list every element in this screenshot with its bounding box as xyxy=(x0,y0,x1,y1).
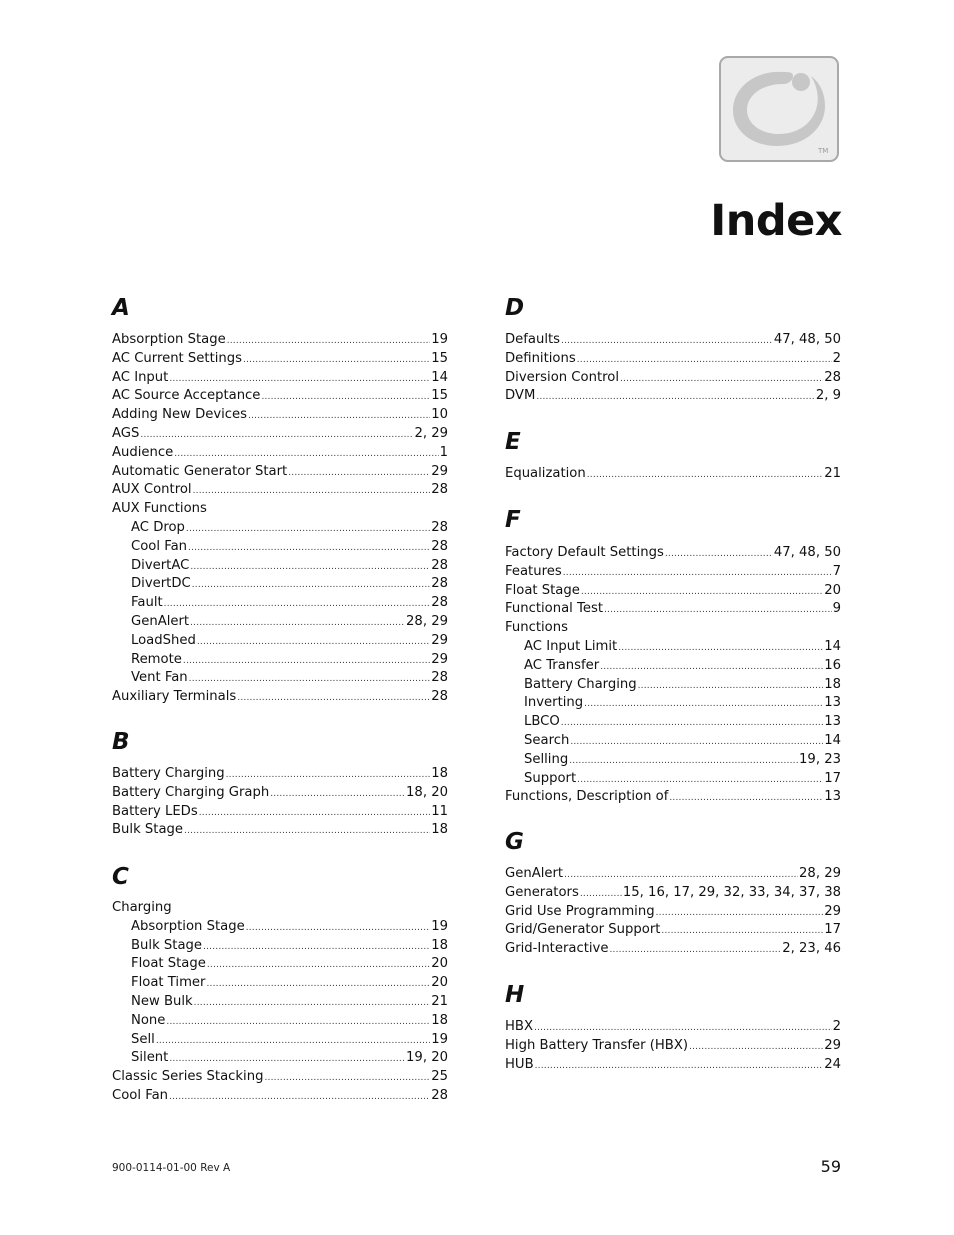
entry-term: Battery Charging xyxy=(112,766,225,781)
entry-term: AC Input Limit xyxy=(524,638,618,654)
entry-term: Factory Default Settings xyxy=(505,545,664,560)
entry-pages: 18 xyxy=(431,1012,448,1028)
entry-pages: 20 xyxy=(431,975,448,991)
entry-pages: 18 xyxy=(824,676,841,692)
dot-leader xyxy=(665,545,773,564)
dot-leader xyxy=(243,351,430,370)
index-subentry xyxy=(505,638,841,657)
entry-term: New Bulk xyxy=(131,993,193,1009)
index-subentry xyxy=(505,732,841,751)
section-a-entries xyxy=(112,331,448,707)
outback-logo xyxy=(719,56,839,162)
index-subentry xyxy=(112,974,448,993)
dot-leader xyxy=(261,388,430,407)
entry-pages: 28 xyxy=(431,519,448,535)
index-entry xyxy=(112,1068,448,1087)
entry-term: Battery Charging Graph xyxy=(112,784,270,800)
index-subentry xyxy=(112,632,448,651)
entry-term: Diversion Control xyxy=(505,369,619,385)
entry-pages: 20 xyxy=(824,582,841,598)
entry-term: Auxiliary Terminals xyxy=(112,689,237,705)
entry-term: High Battery Transfer (HBX) xyxy=(505,1037,689,1053)
dot-leader xyxy=(190,614,405,633)
dot-leader xyxy=(656,904,824,923)
index-subentry xyxy=(505,676,841,695)
index-entry xyxy=(505,865,841,884)
dot-leader xyxy=(600,658,823,677)
entry-pages: 17 xyxy=(824,770,841,786)
dot-leader xyxy=(270,785,405,804)
entry-term: AGS xyxy=(112,425,140,441)
entry-term: Bulk Stage xyxy=(131,937,203,953)
section-letter-h: H xyxy=(505,982,525,1008)
index-entry xyxy=(505,387,841,406)
entry-term: Bulk Stage xyxy=(112,822,184,838)
index-entry xyxy=(112,444,448,463)
entry-term: AC Current Settings xyxy=(112,350,243,366)
entry-term: AC Source Acceptance xyxy=(112,388,261,404)
index-entry xyxy=(112,369,448,388)
entry-term: LBCO xyxy=(524,714,560,730)
entry-term: Battery LEDs xyxy=(112,803,198,819)
section-letter-d: D xyxy=(505,295,525,321)
entry-term: Search xyxy=(524,732,570,748)
entry-pages: 19 xyxy=(431,918,448,934)
entry-pages: 19 xyxy=(431,1031,448,1047)
index-subentry xyxy=(112,937,448,956)
index-subentry xyxy=(112,1012,448,1031)
dot-leader xyxy=(536,388,815,407)
entry-pages: 14 xyxy=(431,369,448,385)
dot-leader xyxy=(169,1050,405,1069)
entry-pages: 29 xyxy=(824,1037,841,1053)
entry-term: AC Input xyxy=(112,369,169,385)
entry-term: Classic Series Stacking xyxy=(112,1069,264,1085)
entry-pages: 29 xyxy=(431,651,448,667)
entry-pages: 47, 48, 50 xyxy=(773,332,841,347)
dot-leader xyxy=(164,595,431,614)
index-entry xyxy=(505,1056,841,1075)
entry-term: Battery Charging xyxy=(524,676,637,692)
section-b-entries xyxy=(112,765,448,840)
dot-leader xyxy=(190,558,430,577)
page-number: 59 xyxy=(820,1157,841,1176)
entry-term: Cool Fan xyxy=(112,1087,169,1103)
entry-pages: 28 xyxy=(431,670,448,686)
index-subentry xyxy=(112,669,448,688)
section-letter-a: A xyxy=(112,295,130,321)
dot-leader xyxy=(609,941,781,960)
dot-leader xyxy=(184,822,430,841)
index-entry xyxy=(505,921,841,940)
entry-pages: 19, 20 xyxy=(406,1050,448,1066)
entry-term: GenAlert xyxy=(505,866,564,881)
entry-term: AC Drop xyxy=(131,519,185,535)
index-subentry xyxy=(112,557,448,576)
section-letter-b: B xyxy=(112,729,130,755)
entry-pages: 21 xyxy=(431,993,448,1009)
section-e-entries xyxy=(505,465,841,484)
index-entry xyxy=(112,821,448,840)
entry-pages: 25 xyxy=(431,1069,448,1085)
index-subentry xyxy=(505,713,841,732)
entry-pages: 28 xyxy=(824,369,841,385)
entry-pages: 16 xyxy=(824,657,841,673)
page-title: Index xyxy=(710,196,842,246)
index-entry xyxy=(112,350,448,369)
section-g-entries xyxy=(505,865,841,959)
entry-pages: 2, 23, 46 xyxy=(782,941,841,957)
entry-term: Cool Fan xyxy=(131,538,188,554)
index-subentry xyxy=(112,1031,448,1050)
entry-term: Remote xyxy=(131,651,182,667)
index-entry xyxy=(505,619,841,638)
entry-term: Automatic Generator Start xyxy=(112,463,288,479)
entry-pages: 13 xyxy=(824,789,841,805)
index-entry xyxy=(112,387,448,406)
entry-pages: 15 xyxy=(431,388,448,404)
dot-leader xyxy=(206,975,430,994)
entry-pages: 2 xyxy=(832,1019,841,1034)
entry-term: Sell xyxy=(131,1031,155,1047)
dot-leader xyxy=(169,1088,430,1107)
index-entry xyxy=(505,903,841,922)
entry-pages: 15 xyxy=(431,350,448,366)
section-letter-g: G xyxy=(505,829,524,855)
entry-term: Functions xyxy=(505,620,568,636)
entry-term: Float Timer xyxy=(131,975,206,991)
dot-leader xyxy=(534,1019,832,1038)
entry-term: Defaults xyxy=(505,332,561,347)
dot-leader xyxy=(564,866,798,885)
dot-leader xyxy=(197,633,430,652)
entry-term: Charging xyxy=(112,900,172,915)
index-entry xyxy=(505,582,841,601)
index-subentry xyxy=(112,955,448,974)
dot-leader xyxy=(669,789,823,808)
entry-pages: 2 xyxy=(832,350,841,366)
entry-term: Selling xyxy=(524,751,569,767)
entry-term: Support xyxy=(524,770,577,786)
index-entry xyxy=(112,803,448,822)
dot-leader xyxy=(620,370,823,389)
document-number: 900-0114-01-00 Rev A xyxy=(112,1162,231,1174)
index-subentry xyxy=(112,613,448,632)
entry-pages: 29 xyxy=(431,463,448,479)
entry-term: Float Stage xyxy=(131,956,206,972)
entry-pages: 17 xyxy=(824,922,841,938)
entry-pages: 7 xyxy=(832,563,841,579)
dot-leader xyxy=(577,351,832,370)
entry-pages: 20 xyxy=(431,956,448,972)
dot-leader xyxy=(140,426,413,445)
index-entry xyxy=(505,788,841,807)
entry-term: Silent xyxy=(131,1050,169,1066)
dot-leader xyxy=(203,938,430,957)
entry-term: Grid-Interactive xyxy=(505,941,609,957)
dot-leader xyxy=(166,1013,430,1032)
index-subentry xyxy=(505,694,841,713)
index-entry xyxy=(112,1087,448,1106)
dot-leader xyxy=(246,919,431,938)
entry-pages: 28 xyxy=(431,689,448,705)
entry-pages: 19, 23 xyxy=(799,751,841,767)
section-c-entries xyxy=(112,899,448,1106)
entry-term: Absorption Stage xyxy=(131,918,245,934)
section-h-entries xyxy=(505,1018,841,1074)
dot-leader xyxy=(156,1032,430,1051)
dot-leader xyxy=(288,464,430,483)
index-subentry xyxy=(112,594,448,613)
dot-leader xyxy=(661,922,823,941)
section-letter-c: C xyxy=(112,864,129,890)
index-subentry xyxy=(112,1049,448,1068)
index-subentry xyxy=(505,657,841,676)
entry-pages: 28, 29 xyxy=(406,613,448,629)
index-entry xyxy=(112,463,448,482)
entry-term: None xyxy=(131,1012,166,1028)
index-entry xyxy=(505,563,841,582)
dot-leader xyxy=(186,520,430,539)
index-entry xyxy=(505,544,841,563)
index-entry xyxy=(112,784,448,803)
entry-term: AC Transfer xyxy=(524,657,600,673)
index-entry xyxy=(112,331,448,350)
index-subentry xyxy=(112,519,448,538)
dot-leader xyxy=(207,956,430,975)
section-d-entries xyxy=(505,331,841,406)
dot-leader xyxy=(584,695,823,714)
dot-leader xyxy=(237,689,430,708)
dot-leader xyxy=(577,771,823,790)
dot-leader xyxy=(169,370,430,389)
index-entry xyxy=(505,884,841,903)
dot-leader xyxy=(561,714,823,733)
dot-leader xyxy=(188,539,430,558)
entry-pages: 18 xyxy=(431,822,448,838)
dot-leader xyxy=(194,994,431,1013)
entry-term: Functions, Description of xyxy=(505,789,669,805)
entry-pages: 28 xyxy=(431,538,448,554)
dot-leader xyxy=(563,564,832,583)
index-entry xyxy=(505,465,841,484)
index-entry xyxy=(112,765,448,784)
entry-pages: 28 xyxy=(431,557,448,573)
entry-term: Audience xyxy=(112,444,174,460)
dot-leader xyxy=(569,752,798,771)
index-entry xyxy=(112,688,448,707)
entry-term: DivertAC xyxy=(131,557,190,573)
entry-pages: 14 xyxy=(824,638,841,654)
index-entry xyxy=(112,425,448,444)
section-letter-e: E xyxy=(505,429,521,455)
dot-leader xyxy=(587,466,823,485)
dot-leader xyxy=(183,652,430,671)
entry-term: HBX xyxy=(505,1019,533,1034)
dot-leader xyxy=(193,482,431,501)
index-entry xyxy=(112,500,448,519)
index-entry xyxy=(505,350,841,369)
index-subentry xyxy=(505,770,841,789)
index-entry xyxy=(505,600,841,619)
entry-term: AUX Control xyxy=(112,482,192,498)
entry-term: Vent Fan xyxy=(131,670,188,686)
entry-term: DivertDC xyxy=(131,576,191,592)
entry-pages: 11 xyxy=(431,803,448,819)
section-letter-f: F xyxy=(505,507,521,533)
index-subentry xyxy=(112,538,448,557)
dot-leader xyxy=(199,804,431,823)
dot-leader xyxy=(192,576,431,595)
index-entry xyxy=(505,1037,841,1056)
dot-leader xyxy=(226,766,431,785)
entry-term: Equalization xyxy=(505,466,586,481)
entry-term: HUB xyxy=(505,1056,534,1072)
dot-leader xyxy=(561,332,773,351)
entry-term: Grid Use Programming xyxy=(505,903,655,919)
index-entry xyxy=(505,369,841,388)
section-f-entries xyxy=(505,544,841,807)
index-entry xyxy=(112,481,448,500)
outback-logo-icon xyxy=(721,58,837,160)
trademark-label: TM xyxy=(818,147,829,155)
entry-pages: 18 xyxy=(431,766,448,781)
entry-pages: 10 xyxy=(431,407,448,423)
entry-term: LoadShed xyxy=(131,632,196,648)
index-subentry xyxy=(112,918,448,937)
entry-pages: 9 xyxy=(832,601,841,617)
entry-term: Absorption Stage xyxy=(112,332,226,347)
entry-pages: 19 xyxy=(431,332,448,347)
index-subentry xyxy=(112,575,448,594)
entry-pages: 28 xyxy=(431,595,448,611)
entry-term: DVM xyxy=(505,388,536,404)
dot-leader xyxy=(689,1038,823,1057)
entry-pages: 29 xyxy=(431,632,448,648)
entry-term: Fault xyxy=(131,595,163,611)
index-entry xyxy=(112,899,448,918)
entry-pages: 28 xyxy=(431,482,448,498)
index-entry xyxy=(505,331,841,350)
entry-term: Definitions xyxy=(505,350,576,366)
entry-pages: 13 xyxy=(824,714,841,730)
dot-leader xyxy=(189,670,431,689)
entry-term: Grid/Generator Support xyxy=(505,922,661,938)
entry-pages: 47, 48, 50 xyxy=(773,545,841,560)
entry-pages: 14 xyxy=(824,732,841,748)
dot-leader xyxy=(618,639,823,658)
entry-pages: 21 xyxy=(824,466,841,481)
dot-leader xyxy=(264,1069,430,1088)
dot-leader xyxy=(535,1057,824,1076)
dot-leader xyxy=(227,332,431,351)
index-subentry xyxy=(112,651,448,670)
index-entry xyxy=(112,406,448,425)
entry-pages: 29 xyxy=(824,903,841,919)
entry-pages: 18 xyxy=(431,937,448,953)
entry-term: Generators xyxy=(505,884,579,900)
entry-term: Inverting xyxy=(524,695,584,711)
dot-leader xyxy=(604,601,832,620)
entry-pages: 1 xyxy=(439,444,448,460)
entry-pages: 28, 29 xyxy=(799,866,841,881)
entry-term: GenAlert xyxy=(131,613,190,629)
dot-leader xyxy=(570,733,823,752)
entry-pages: 2, 9 xyxy=(815,388,841,404)
index-entry xyxy=(505,940,841,959)
entry-pages: 15, 16, 17, 29, 32, 33, 34, 37, 38 xyxy=(622,884,841,900)
dot-leader xyxy=(580,885,622,904)
index-subentry xyxy=(505,751,841,770)
dot-leader xyxy=(638,677,824,696)
entry-pages: 24 xyxy=(824,1056,841,1072)
entry-term: AUX Functions xyxy=(112,501,207,517)
index-entry xyxy=(505,1018,841,1037)
dot-leader xyxy=(248,407,430,426)
entry-term: Functional Test xyxy=(505,601,603,617)
index-subentry xyxy=(112,993,448,1012)
entry-pages: 2, 29 xyxy=(414,425,448,441)
entry-pages: 28 xyxy=(431,576,448,592)
entry-term: Float Stage xyxy=(505,582,580,598)
entry-pages: 18, 20 xyxy=(406,784,448,800)
dot-leader xyxy=(581,583,823,602)
dot-leader xyxy=(174,445,438,464)
entry-term: Adding New Devices xyxy=(112,407,248,423)
entry-pages: 13 xyxy=(824,695,841,711)
entry-pages: 28 xyxy=(431,1087,448,1103)
entry-term: Features xyxy=(505,563,562,579)
